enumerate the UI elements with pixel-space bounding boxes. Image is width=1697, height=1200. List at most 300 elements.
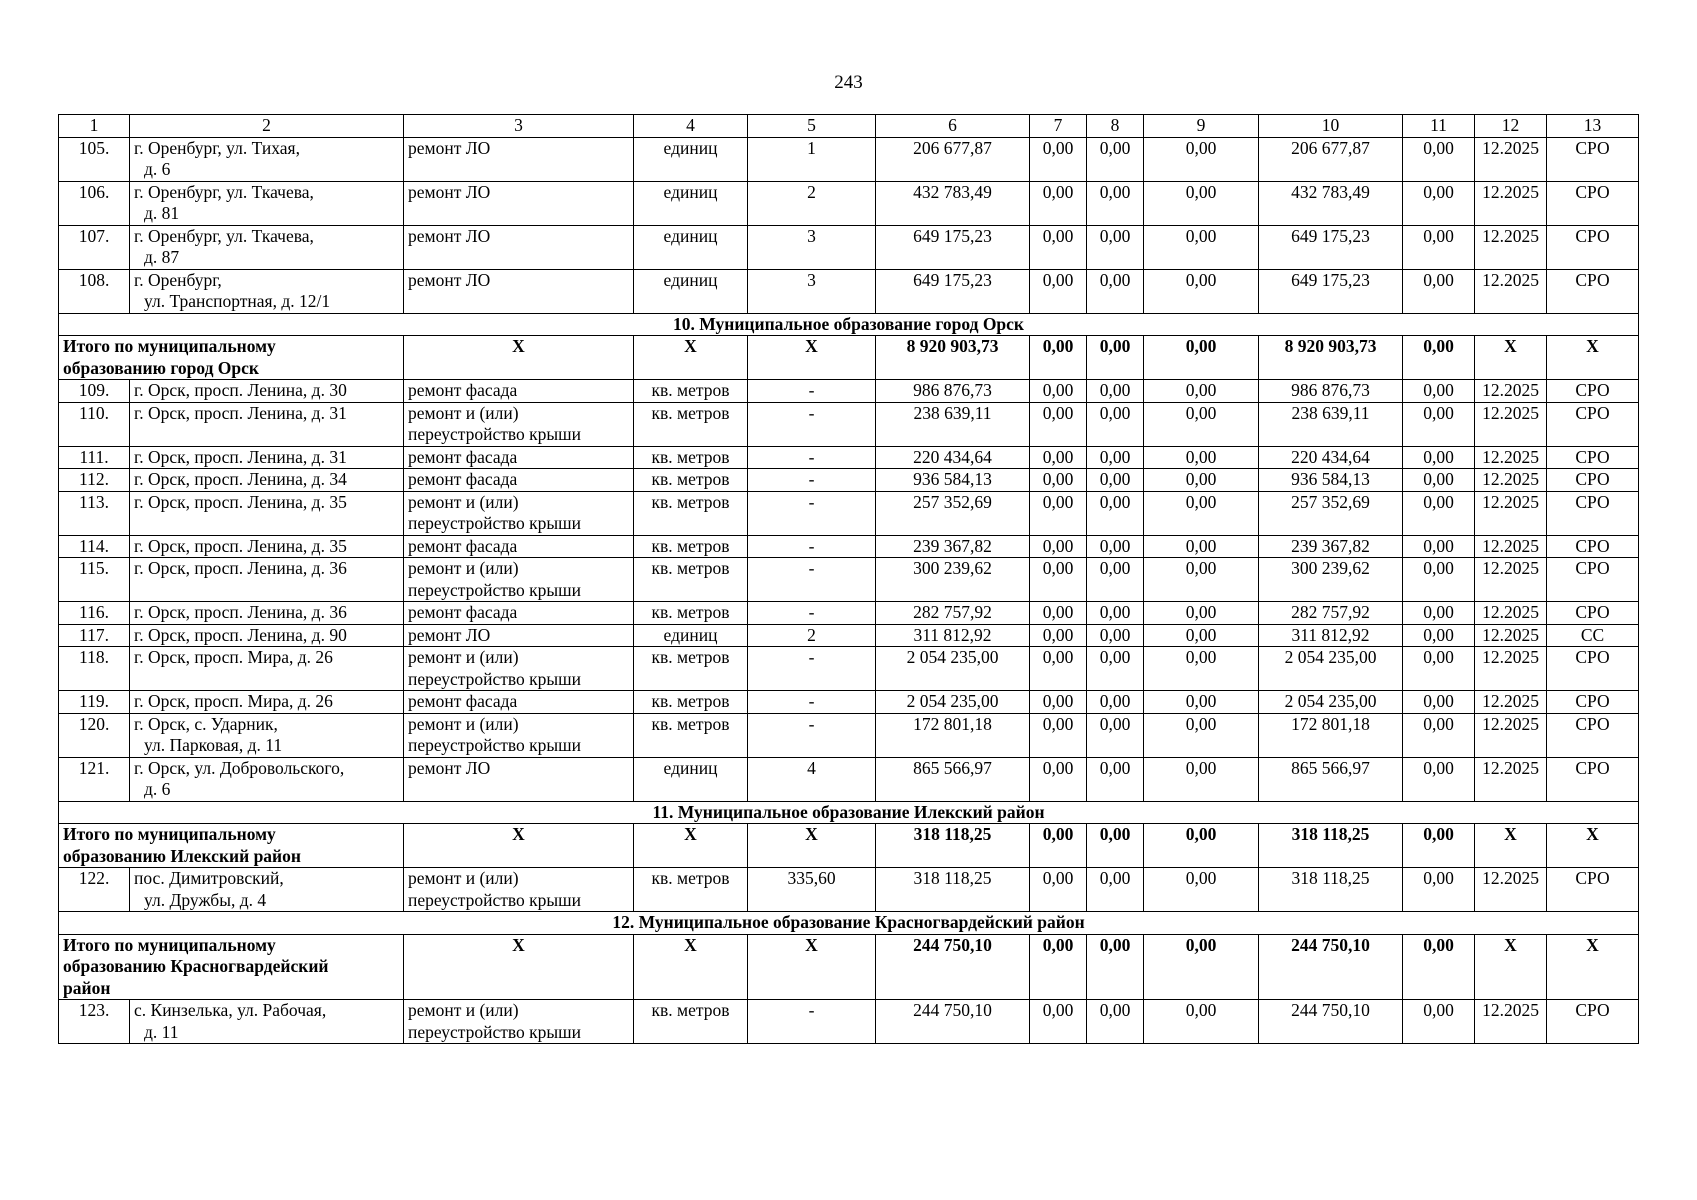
total-cost-cell: 257 352,69 bbox=[876, 491, 1030, 535]
address-cell bbox=[130, 491, 404, 535]
total-cost-cell: 220 434,64 bbox=[876, 446, 1030, 469]
fund-cost-cell: 244 750,10 bbox=[1259, 1000, 1403, 1044]
work-type-line-2: переустройство крыши bbox=[408, 1021, 581, 1042]
address-line-2: д. 87 bbox=[144, 247, 180, 267]
address-line-2: ул. Парковая, д. 11 bbox=[144, 735, 283, 755]
col-11-cell: 0,00 bbox=[1403, 1000, 1475, 1044]
col-8-cell: 0,00 bbox=[1087, 1000, 1144, 1044]
col-11-cell: 0,00 bbox=[1403, 181, 1475, 225]
quantity-cell: - bbox=[748, 535, 876, 558]
address-line-1: пос. Димитровский, bbox=[134, 868, 284, 888]
quantity-cell: - bbox=[748, 380, 876, 403]
table-row bbox=[59, 491, 1639, 535]
table-row bbox=[59, 269, 1639, 313]
work-type-line-2: переустройство крыши bbox=[408, 424, 581, 444]
total-cost-cell: 172 801,18 bbox=[876, 713, 1030, 757]
col-9-cell: 0,00 bbox=[1144, 757, 1259, 801]
row-number: 115. bbox=[59, 558, 130, 602]
method-cell: СРО bbox=[1547, 757, 1639, 801]
method-cell: СРО bbox=[1547, 181, 1639, 225]
address-line-1: г. Орск, просп. Ленина, д. 35 bbox=[134, 491, 347, 512]
work-type-cell bbox=[404, 402, 634, 446]
work-type-cell bbox=[404, 446, 634, 469]
work-type-line-1: ремонт фасада bbox=[408, 535, 518, 556]
col-11-cell: 0,00 bbox=[1403, 491, 1475, 535]
col-8-cell: 0,00 bbox=[1087, 469, 1144, 492]
method-cell: СРО bbox=[1547, 469, 1639, 492]
col-11-cell: 0,00 bbox=[1403, 713, 1475, 757]
work-type-cell bbox=[404, 225, 634, 269]
work-type-cell bbox=[404, 469, 634, 492]
method-cell: СРО bbox=[1547, 535, 1639, 558]
work-type-line-1: ремонт фасада bbox=[408, 602, 518, 622]
address-line-1: г. Оренбург, bbox=[134, 269, 222, 290]
work-type-cell bbox=[404, 624, 634, 647]
table-row bbox=[59, 469, 1639, 492]
table-row bbox=[59, 647, 1639, 691]
total-label bbox=[59, 934, 404, 1000]
fund-cost-cell: 318 118,25 bbox=[1259, 868, 1403, 912]
row-number: 111. bbox=[59, 446, 130, 469]
row-number: 109. bbox=[59, 380, 130, 403]
col-11-cell: 0,00 bbox=[1403, 469, 1475, 492]
address-cell bbox=[130, 624, 404, 647]
method-cell: СРО bbox=[1547, 713, 1639, 757]
col-9-cell: 0,00 bbox=[1144, 225, 1259, 269]
col-7-cell: 0,00 bbox=[1030, 624, 1087, 647]
deadline-cell: 12.2025 bbox=[1475, 491, 1547, 535]
address-line-1: г. Орск, просп. Ленина, д. 36 bbox=[134, 558, 347, 578]
total-label bbox=[59, 336, 404, 380]
col-7-cell: 0,00 bbox=[1030, 402, 1087, 446]
work-type-line-2: переустройство крыши bbox=[408, 513, 581, 533]
quantity-cell: - bbox=[748, 713, 876, 757]
address-cell bbox=[130, 647, 404, 691]
col-8-cell: 0,00 bbox=[1087, 757, 1144, 801]
deadline-cell: 12.2025 bbox=[1475, 181, 1547, 225]
row-number: 107. bbox=[59, 225, 130, 269]
method-cell: СС bbox=[1547, 624, 1639, 647]
fund-cost-cell: 432 783,49 bbox=[1259, 181, 1403, 225]
table-row bbox=[59, 602, 1639, 625]
fund-cost-cell: 238 639,11 bbox=[1259, 402, 1403, 446]
section-title: 12. Муниципальное образование Красногвардейский район bbox=[59, 912, 1639, 935]
deadline-cell: 12.2025 bbox=[1475, 558, 1547, 602]
column-header-7: 7 bbox=[1030, 115, 1087, 138]
municipality-total-row bbox=[59, 934, 1639, 1000]
col-9-cell: 0,00 bbox=[1144, 868, 1259, 912]
col-9-cell: 0,00 bbox=[1144, 380, 1259, 403]
column-header-11: 11 bbox=[1403, 115, 1475, 138]
fund-cost-cell: 300 239,62 bbox=[1259, 558, 1403, 602]
total-cost-cell: 936 584,13 bbox=[876, 469, 1030, 492]
unit-cell: кв. метров bbox=[634, 647, 748, 691]
total-label-line-3: район bbox=[63, 977, 111, 998]
total-amount: 244 750,10 bbox=[876, 934, 1030, 1000]
fund-cost-cell: 936 584,13 bbox=[1259, 469, 1403, 492]
fund-cost-cell: 206 677,87 bbox=[1259, 137, 1403, 181]
col-7-cell: 0,00 bbox=[1030, 446, 1087, 469]
quantity-cell: 2 bbox=[748, 181, 876, 225]
page-number: 243 bbox=[834, 72, 863, 93]
address-cell bbox=[130, 1000, 404, 1044]
col-8-cell: 0,00 bbox=[1087, 269, 1144, 313]
column-header-1: 1 bbox=[59, 115, 130, 138]
quantity-cell: 3 bbox=[748, 225, 876, 269]
quantity-cell: - bbox=[748, 558, 876, 602]
address-line-1: с. Кинзелька, ул. Рабочая, bbox=[134, 1000, 327, 1020]
municipality-total-row bbox=[59, 824, 1639, 868]
method-cell: СРО bbox=[1547, 868, 1639, 912]
col-8-cell: 0,00 bbox=[1087, 181, 1144, 225]
deadline-cell: 12.2025 bbox=[1475, 602, 1547, 625]
work-type-line-1: ремонт ЛО bbox=[408, 225, 491, 246]
col-7-cell: 0,00 bbox=[1030, 713, 1087, 757]
address-line-1: г. Орск, просп. Ленина, д. 31 bbox=[134, 402, 347, 423]
address-cell bbox=[130, 691, 404, 714]
col-7-cell: 0,00 bbox=[1030, 380, 1087, 403]
col-9-cell: 0,00 bbox=[1144, 713, 1259, 757]
row-number: 119. bbox=[59, 691, 130, 714]
col-11-cell: 0,00 bbox=[1403, 225, 1475, 269]
total-col-4: X bbox=[634, 934, 748, 1000]
total-col-7: 0,00 bbox=[1030, 824, 1087, 868]
address-cell bbox=[130, 137, 404, 181]
deadline-cell: 12.2025 bbox=[1475, 757, 1547, 801]
table-row bbox=[59, 868, 1639, 912]
table-row bbox=[59, 181, 1639, 225]
fund-cost-cell: 2 054 235,00 bbox=[1259, 691, 1403, 714]
unit-cell: кв. метров bbox=[634, 868, 748, 912]
work-type-cell bbox=[404, 137, 634, 181]
work-type-line-1: ремонт и (или) bbox=[408, 491, 519, 512]
unit-cell: кв. метров bbox=[634, 446, 748, 469]
col-8-cell: 0,00 bbox=[1087, 602, 1144, 625]
row-number: 113. bbox=[59, 491, 130, 535]
unit-cell: единиц bbox=[634, 757, 748, 801]
total-col-5: X bbox=[748, 934, 876, 1000]
method-cell: СРО bbox=[1547, 269, 1639, 313]
row-number: 117. bbox=[59, 624, 130, 647]
work-type-cell bbox=[404, 380, 634, 403]
deadline-cell: 12.2025 bbox=[1475, 535, 1547, 558]
quantity-cell: - bbox=[748, 491, 876, 535]
work-type-line-1: ремонт и (или) bbox=[408, 1000, 519, 1020]
col-11-cell: 0,00 bbox=[1403, 269, 1475, 313]
row-number: 106. bbox=[59, 181, 130, 225]
address-line-1: г. Орск, просп. Ленина, д. 34 bbox=[134, 469, 347, 489]
work-type-cell bbox=[404, 691, 634, 714]
total-label-line-2: образованию Красногвардейский bbox=[63, 956, 329, 976]
quantity-cell: 3 bbox=[748, 269, 876, 313]
unit-cell: кв. метров bbox=[634, 713, 748, 757]
total-amount: 318 118,25 bbox=[876, 824, 1030, 868]
method-cell: СРО bbox=[1547, 446, 1639, 469]
fund-cost-cell: 220 434,64 bbox=[1259, 446, 1403, 469]
total-col-11: 0,00 bbox=[1403, 934, 1475, 1000]
address-cell bbox=[130, 402, 404, 446]
work-type-cell bbox=[404, 713, 634, 757]
address-line-2: д. 6 bbox=[144, 159, 171, 179]
total-col-13: X bbox=[1547, 824, 1639, 868]
fund-cost-cell: 649 175,23 bbox=[1259, 225, 1403, 269]
col-7-cell: 0,00 bbox=[1030, 225, 1087, 269]
address-cell bbox=[130, 535, 404, 558]
deadline-cell: 12.2025 bbox=[1475, 446, 1547, 469]
method-cell: СРО bbox=[1547, 402, 1639, 446]
work-type-cell bbox=[404, 535, 634, 558]
table-row bbox=[59, 1000, 1639, 1044]
address-line-1: г. Орск, ул. Добровольского, bbox=[134, 757, 345, 778]
total-cost-cell: 2 054 235,00 bbox=[876, 647, 1030, 691]
work-type-cell bbox=[404, 647, 634, 691]
total-label-line-1: Итого по муниципальному bbox=[63, 824, 276, 844]
column-header-5: 5 bbox=[748, 115, 876, 138]
col-8-cell: 0,00 bbox=[1087, 402, 1144, 446]
address-cell bbox=[130, 380, 404, 403]
col-8-cell: 0,00 bbox=[1087, 535, 1144, 558]
work-type-line-1: ремонт фасада bbox=[408, 380, 518, 400]
work-type-line-1: ремонт и (или) bbox=[408, 558, 519, 578]
col-9-cell: 0,00 bbox=[1144, 558, 1259, 602]
unit-cell: кв. метров bbox=[634, 402, 748, 446]
total-col-8: 0,00 bbox=[1087, 824, 1144, 868]
deadline-cell: 12.2025 bbox=[1475, 713, 1547, 757]
fund-cost-cell: 172 801,18 bbox=[1259, 713, 1403, 757]
deadline-cell: 12.2025 bbox=[1475, 402, 1547, 446]
column-header-2: 2 bbox=[130, 115, 404, 138]
col-7-cell: 0,00 bbox=[1030, 535, 1087, 558]
deadline-cell: 12.2025 bbox=[1475, 1000, 1547, 1044]
address-line-1: г. Орск, просп. Ленина, д. 31 bbox=[134, 446, 347, 467]
column-header-13: 13 bbox=[1547, 115, 1639, 138]
total-col-10: 318 118,25 bbox=[1259, 824, 1403, 868]
table-row bbox=[59, 446, 1639, 469]
quantity-cell: - bbox=[748, 446, 876, 469]
work-type-cell bbox=[404, 181, 634, 225]
total-amount: 8 920 903,73 bbox=[876, 336, 1030, 380]
column-header-12: 12 bbox=[1475, 115, 1547, 138]
table-row bbox=[59, 691, 1639, 714]
address-cell bbox=[130, 269, 404, 313]
col-7-cell: 0,00 bbox=[1030, 647, 1087, 691]
address-cell bbox=[130, 225, 404, 269]
quantity-cell: 4 bbox=[748, 757, 876, 801]
row-number: 116. bbox=[59, 602, 130, 625]
method-cell: СРО bbox=[1547, 691, 1639, 714]
col-9-cell: 0,00 bbox=[1144, 1000, 1259, 1044]
table-row bbox=[59, 402, 1639, 446]
quantity-cell: - bbox=[748, 469, 876, 492]
row-number: 123. bbox=[59, 1000, 130, 1044]
address-line-1: г. Оренбург, ул. Тихая, bbox=[134, 137, 300, 158]
column-header-4: 4 bbox=[634, 115, 748, 138]
total-col-9: 0,00 bbox=[1144, 934, 1259, 1000]
method-cell: СРО bbox=[1547, 225, 1639, 269]
work-type-cell bbox=[404, 757, 634, 801]
col-11-cell: 0,00 bbox=[1403, 624, 1475, 647]
total-cost-cell: 318 118,25 bbox=[876, 868, 1030, 912]
quantity-cell: 335,60 bbox=[748, 868, 876, 912]
total-label-line-1: Итого по муниципальному bbox=[63, 934, 276, 955]
total-col-12: X bbox=[1475, 824, 1547, 868]
address-cell bbox=[130, 602, 404, 625]
quantity-cell: - bbox=[748, 647, 876, 691]
work-type-cell bbox=[404, 269, 634, 313]
method-cell: СРО bbox=[1547, 380, 1639, 403]
work-type-cell bbox=[404, 558, 634, 602]
unit-cell: единиц bbox=[634, 269, 748, 313]
col-8-cell: 0,00 bbox=[1087, 446, 1144, 469]
total-cost-cell: 300 239,62 bbox=[876, 558, 1030, 602]
deadline-cell: 12.2025 bbox=[1475, 624, 1547, 647]
section-heading-row bbox=[59, 912, 1639, 935]
col-8-cell: 0,00 bbox=[1087, 691, 1144, 714]
col-8-cell: 0,00 bbox=[1087, 380, 1144, 403]
work-type-line-1: ремонт и (или) bbox=[408, 868, 519, 888]
total-col-7: 0,00 bbox=[1030, 336, 1087, 380]
work-type-cell bbox=[404, 602, 634, 625]
method-cell: СРО bbox=[1547, 647, 1639, 691]
col-11-cell: 0,00 bbox=[1403, 868, 1475, 912]
total-col-3: X bbox=[404, 336, 634, 380]
table-row bbox=[59, 558, 1639, 602]
deadline-cell: 12.2025 bbox=[1475, 225, 1547, 269]
work-type-cell bbox=[404, 491, 634, 535]
total-cost-cell: 239 367,82 bbox=[876, 535, 1030, 558]
col-11-cell: 0,00 bbox=[1403, 691, 1475, 714]
total-col-3: X bbox=[404, 934, 634, 1000]
address-line-2: ул. Дружбы, д. 4 bbox=[144, 889, 267, 910]
unit-cell: кв. метров bbox=[634, 602, 748, 625]
section-title: 11. Муниципальное образование Илекский район bbox=[59, 801, 1639, 824]
col-8-cell: 0,00 bbox=[1087, 225, 1144, 269]
unit-cell: единиц bbox=[634, 624, 748, 647]
total-col-8: 0,00 bbox=[1087, 336, 1144, 380]
col-8-cell: 0,00 bbox=[1087, 868, 1144, 912]
total-cost-cell: 244 750,10 bbox=[876, 1000, 1030, 1044]
col-8-cell: 0,00 bbox=[1087, 558, 1144, 602]
address-line-2: д. 6 bbox=[144, 779, 171, 799]
address-line-1: г. Орск, просп. Ленина, д. 30 bbox=[134, 380, 347, 400]
fund-cost-cell: 282 757,92 bbox=[1259, 602, 1403, 625]
column-header-8: 8 bbox=[1087, 115, 1144, 138]
method-cell: СРО bbox=[1547, 602, 1639, 625]
work-type-line-1: ремонт ЛО bbox=[408, 181, 491, 202]
table-row bbox=[59, 380, 1639, 403]
fund-cost-cell: 865 566,97 bbox=[1259, 757, 1403, 801]
total-col-10: 8 920 903,73 bbox=[1259, 336, 1403, 380]
col-8-cell: 0,00 bbox=[1087, 491, 1144, 535]
col-9-cell: 0,00 bbox=[1144, 402, 1259, 446]
total-label-line-1: Итого по муниципальному bbox=[63, 336, 276, 356]
work-type-line-2: переустройство крыши bbox=[408, 668, 581, 689]
col-11-cell: 0,00 bbox=[1403, 558, 1475, 602]
col-7-cell: 0,00 bbox=[1030, 469, 1087, 492]
unit-cell: кв. метров bbox=[634, 491, 748, 535]
column-header-10: 10 bbox=[1259, 115, 1403, 138]
col-11-cell: 0,00 bbox=[1403, 137, 1475, 181]
row-number: 120. bbox=[59, 713, 130, 757]
column-header-6: 6 bbox=[876, 115, 1030, 138]
col-7-cell: 0,00 bbox=[1030, 757, 1087, 801]
work-type-line-1: ремонт ЛО bbox=[408, 757, 491, 778]
total-col-12: X bbox=[1475, 934, 1547, 1000]
row-number: 108. bbox=[59, 269, 130, 313]
address-cell bbox=[130, 469, 404, 492]
section-title: 10. Муниципальное образование город Орск bbox=[59, 313, 1639, 336]
work-type-line-2: переустройство крыши bbox=[408, 579, 581, 600]
total-cost-cell: 2 054 235,00 bbox=[876, 691, 1030, 714]
col-11-cell: 0,00 bbox=[1403, 535, 1475, 558]
municipality-total-row bbox=[59, 336, 1639, 380]
total-col-11: 0,00 bbox=[1403, 824, 1475, 868]
col-9-cell: 0,00 bbox=[1144, 491, 1259, 535]
fund-cost-cell: 649 175,23 bbox=[1259, 269, 1403, 313]
capital-repair-table bbox=[58, 114, 1639, 1044]
address-line-1: г. Орск, просп. Ленина, д. 35 bbox=[134, 535, 347, 556]
address-line-2: ул. Транспортная, д. 12/1 bbox=[144, 291, 331, 311]
total-cost-cell: 282 757,92 bbox=[876, 602, 1030, 625]
section-heading-row bbox=[59, 801, 1639, 824]
work-type-cell bbox=[404, 868, 634, 912]
row-number: 112. bbox=[59, 469, 130, 492]
total-col-5: X bbox=[748, 336, 876, 380]
deadline-cell: 12.2025 bbox=[1475, 469, 1547, 492]
total-col-5: X bbox=[748, 824, 876, 868]
address-cell bbox=[130, 868, 404, 912]
work-type-line-1: ремонт ЛО bbox=[408, 269, 491, 290]
deadline-cell: 12.2025 bbox=[1475, 691, 1547, 714]
col-9-cell: 0,00 bbox=[1144, 535, 1259, 558]
total-col-13: X bbox=[1547, 934, 1639, 1000]
deadline-cell: 12.2025 bbox=[1475, 269, 1547, 313]
work-type-line-1: ремонт и (или) bbox=[408, 647, 519, 667]
work-type-cell bbox=[404, 1000, 634, 1044]
deadline-cell: 12.2025 bbox=[1475, 137, 1547, 181]
col-8-cell: 0,00 bbox=[1087, 713, 1144, 757]
total-col-7: 0,00 bbox=[1030, 934, 1087, 1000]
total-col-8: 0,00 bbox=[1087, 934, 1144, 1000]
col-7-cell: 0,00 bbox=[1030, 137, 1087, 181]
work-type-line-2: переустройство крыши bbox=[408, 735, 581, 755]
address-cell bbox=[130, 713, 404, 757]
col-9-cell: 0,00 bbox=[1144, 446, 1259, 469]
col-11-cell: 0,00 bbox=[1403, 380, 1475, 403]
col-11-cell: 0,00 bbox=[1403, 647, 1475, 691]
unit-cell: кв. метров bbox=[634, 380, 748, 403]
col-9-cell: 0,00 bbox=[1144, 469, 1259, 492]
total-cost-cell: 206 677,87 bbox=[876, 137, 1030, 181]
method-cell: СРО bbox=[1547, 137, 1639, 181]
fund-cost-cell: 986 876,73 bbox=[1259, 380, 1403, 403]
column-header-3: 3 bbox=[404, 115, 634, 138]
total-col-4: X bbox=[634, 336, 748, 380]
total-cost-cell: 649 175,23 bbox=[876, 225, 1030, 269]
column-number-header-row bbox=[59, 115, 1639, 138]
address-line-2: д. 11 bbox=[144, 1021, 179, 1042]
address-line-1: г. Орск, с. Ударник, bbox=[134, 713, 278, 734]
total-col-9: 0,00 bbox=[1144, 336, 1259, 380]
col-9-cell: 0,00 bbox=[1144, 269, 1259, 313]
method-cell: СРО bbox=[1547, 1000, 1639, 1044]
unit-cell: кв. метров bbox=[634, 1000, 748, 1044]
table-row bbox=[59, 137, 1639, 181]
col-11-cell: 0,00 bbox=[1403, 402, 1475, 446]
method-cell: СРО bbox=[1547, 491, 1639, 535]
row-number: 118. bbox=[59, 647, 130, 691]
work-type-line-2: переустройство крыши bbox=[408, 889, 581, 910]
